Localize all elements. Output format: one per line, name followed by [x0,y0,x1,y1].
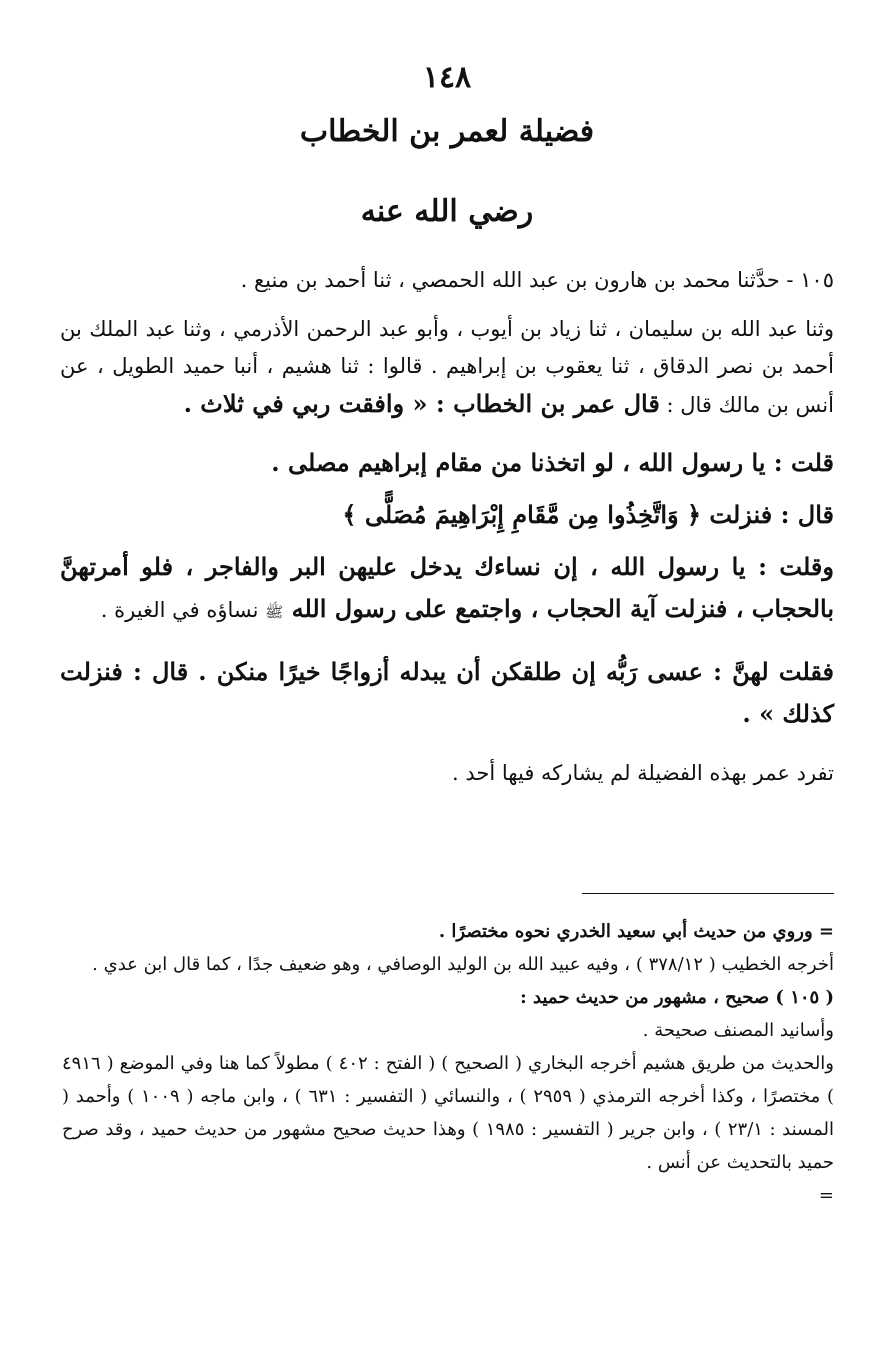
footnote-line-1: = وروي من حديث أبي سعيد الخدري نحوه مختصرًا . [438,921,834,942]
hadith-quote-1: قلت : يا رسول الله ، لو اتخذنا من مقام إبراهيم مصلى . [271,448,834,477]
chapter-subtitle: رضي الله عنه [360,194,534,229]
page-number: ١٤٨ [422,60,472,95]
footnotes [62,915,834,1212]
footnote-line-6: = [818,1185,834,1206]
hadith-quote-4: فقلت لهنَّ : عسى رَبُّه إن طلقكن أن يبدله أزواجًا خيرًا منكن . قال : فنزلت كذلك » . [60,657,834,728]
chapter-title: فضيلة لعمر بن الخطاب [299,114,595,149]
hadith-chain-2-text: وثنا عبد الله بن سليمان ، ثنا زياد بن أيوب ، وأبو عبد الرحمن الأذرمي ، وثنا عبد الملك بن أحمد بن نصر الدقاق ، ثنا يعقوب بن إبراهيم . قالوا : ثنا هشيم ، أنبا حميد الطويل ، عن أنس بن مالك قال : [60,317,834,417]
footnote-line-3: ( ١٠٥ ) صحيح ، مشهور من حديث حميد : [520,987,834,1008]
author-note: تفرد عمر بهذه الفضيلة لم يشاركه فيها أحد . [452,761,834,785]
footnote-line-4: وأسانيد المصنف صحيحة . [642,1020,834,1041]
footnote-divider [582,893,834,894]
hadith-quote-3 [60,546,834,633]
footnote-line-5: والحديث من طريق هشيم أخرجه البخاري ( الصحيح ) ( الفتح : ٤٠٢ ) مطولاً كما هنا وفي الموضع ( ٤٩١٦ ) مختصرًا ، وكذا أخرجه الترمذي ( ٢٩٥٩ ) ، والنسائي ( التفسير : ٦٣١ ) ، وابن ماجه ( ١٠٠٩ ) وأحمد ( المسند : ٢٣/١ ) ، وابن جرير ( التفسير : ١٩٨٥ ) وهذا حديث صحيح مشهور من حديث حميد ، وقد صرح حميد بالتحديث عن أنس . [62,1053,835,1173]
hadith-quote-2 [60,494,834,536]
hadith-chain-2 [60,311,834,424]
hadith-quote-3-a: وقلت : يا رسول الله ، إن نساءك يدخل عليهن البر والفاجر ، فلو أمرتهنَّ بالحجاب ، فنزلت آية الحجاب ، واجتمع على رسول الله [60,552,834,623]
hadith-quote-2-lead: قال : فنزلت [701,500,834,529]
hadith-chain-1: ١٠٥ - حدَّثنا محمد بن هارون بن عبد الله الحمصي ، ثنا أحمد بن منيع . [240,268,834,292]
hadith-opening-bold: قال عمر بن الخطاب : « وافقت ربي في ثلاث . [183,389,660,418]
quran-verse: ﴿ وَاتَّخِذُوا مِن مَّقَامِ إِبْرَاهِيمَ مُصَلًّى ﴾ [342,500,702,529]
main-text-area [60,58,834,792]
hadith-quote-3-b: نساؤه في الغيرة . [100,598,266,622]
salutation-mark: ﷺ [265,603,284,621]
footnote-line-2: أخرجه الخطيب ( ٣٧٨/١٢ ) ، وفيه عبيد الله بن الوليد الوصافي ، وهو ضعيف جدًا ، كما قال ابن عدي . [92,954,834,975]
